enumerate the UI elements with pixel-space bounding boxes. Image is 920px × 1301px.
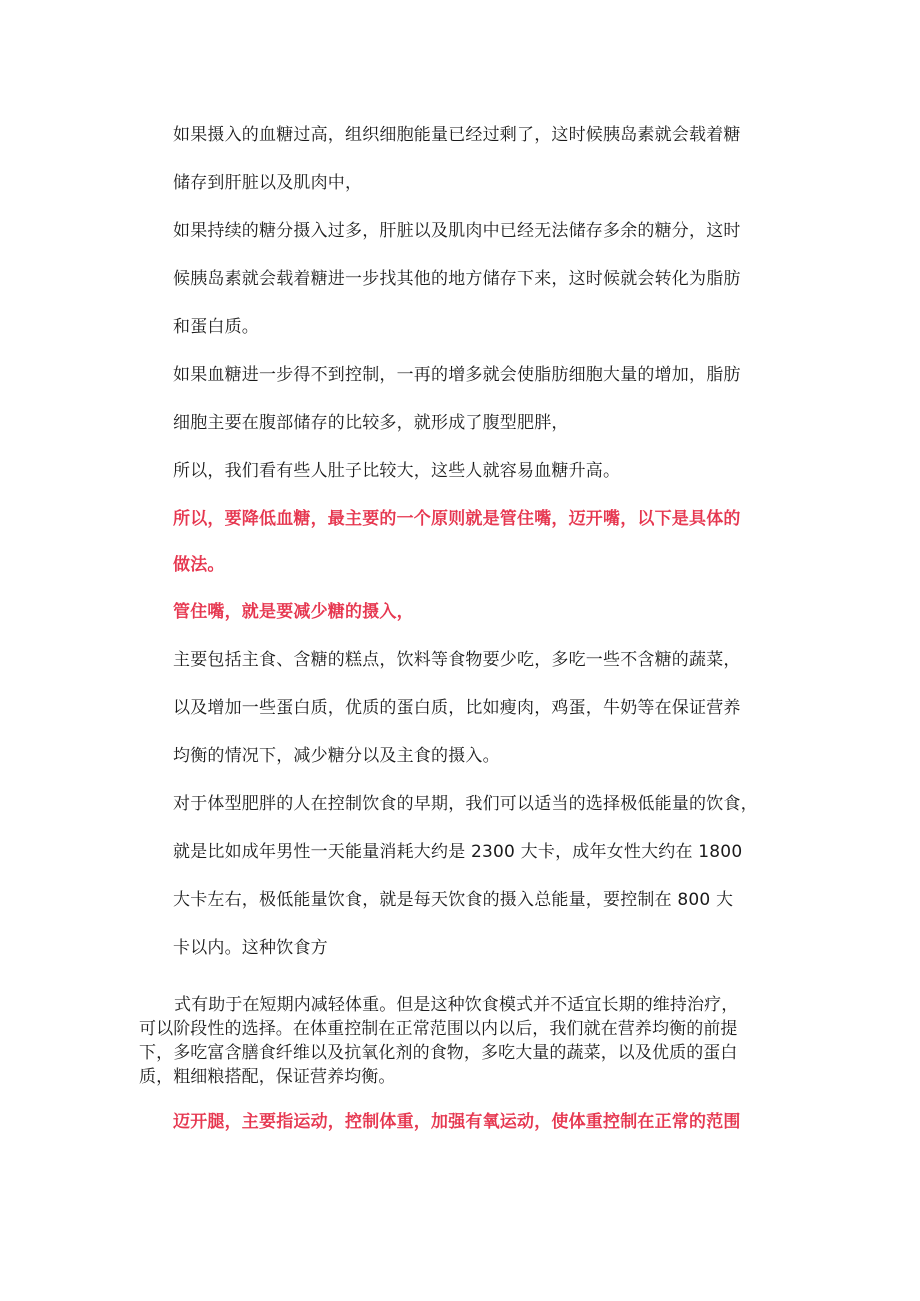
paragraph-line: 大卡左右，极低能量饮食，就是每天饮食的摄入总能量，要控制在 800 大	[173, 890, 734, 910]
paragraph-line: 如果持续的糖分摄入过多，肝脏以及肌肉中已经无法储存多余的糖分，这时	[173, 221, 741, 241]
paragraph-line: 卡以内。这种饮食方	[173, 938, 328, 958]
paragraph-line: 储存到肝脏以及肌肉中，	[173, 173, 363, 193]
paragraph-line: 和蛋白质。	[173, 317, 259, 337]
paragraph-line: 候胰岛素就会载着糖进一步找其他的地方储存下来，这时候就会转化为脂肪	[173, 269, 741, 289]
paragraph-line: 均衡的情况下，减少糖分以及主食的摄入。	[173, 746, 500, 766]
highlight-heading: 管住嘴，就是要减少糖的摄入，	[173, 602, 414, 622]
paragraph-line: 对于体型肥胖的人在控制饮食的早期，我们可以适当的选择极低能量的饮食，	[173, 794, 758, 814]
paragraph-line: 如果血糖进一步得不到控制，一再的增多就会使脂肪细胞大量的增加，脂肪	[173, 365, 741, 385]
dense-paragraph-line: 下，多吃富含膳食纤维以及抗氧化剂的食物，多吃大量的蔬菜，以及优质的蛋白	[139, 1043, 738, 1063]
highlight-heading: 迈开腿，主要指运动，控制体重，加强有氧运动，使体重控制在正常的范围	[173, 1112, 741, 1132]
paragraph-line: 主要包括主食、含糖的糕点，饮料等食物要少吃，多吃一些不含糖的蔬菜，	[173, 650, 741, 670]
highlight-line: 所以，要降低血糖，最主要的一个原则就是管住嘴，迈开嘴，以下是具体的	[173, 509, 741, 529]
paragraph-line: 细胞主要在腹部储存的比较多，就形成了腹型肥胖，	[173, 413, 569, 433]
dense-paragraph-line: 式有助于在短期内减轻体重。但是这种饮食模式并不适宜长期的维持治疗，	[174, 995, 739, 1015]
dense-paragraph-line: 可以阶段性的选择。在体重控制在正常范围以内以后，我们就在营养均衡的前提	[139, 1019, 738, 1039]
highlight-line: 做法。	[173, 555, 225, 575]
dense-paragraph-line: 质，粗细粮搭配，保证营养均衡。	[139, 1067, 396, 1087]
paragraph-line: 就是比如成年男性一天能量消耗大约是 2300 大卡，成年女性大约在 1800	[173, 842, 743, 862]
paragraph-line: 以及增加一些蛋白质，优质的蛋白质，比如瘦肉，鸡蛋，牛奶等在保证营养	[173, 698, 741, 718]
paragraph-line: 所以，我们看有些人肚子比较大，这些人就容易血糖升高。	[173, 461, 621, 481]
paragraph-line: 如果摄入的血糖过高，组织细胞能量已经过剩了，这时候胰岛素就会载着糖	[173, 125, 741, 145]
